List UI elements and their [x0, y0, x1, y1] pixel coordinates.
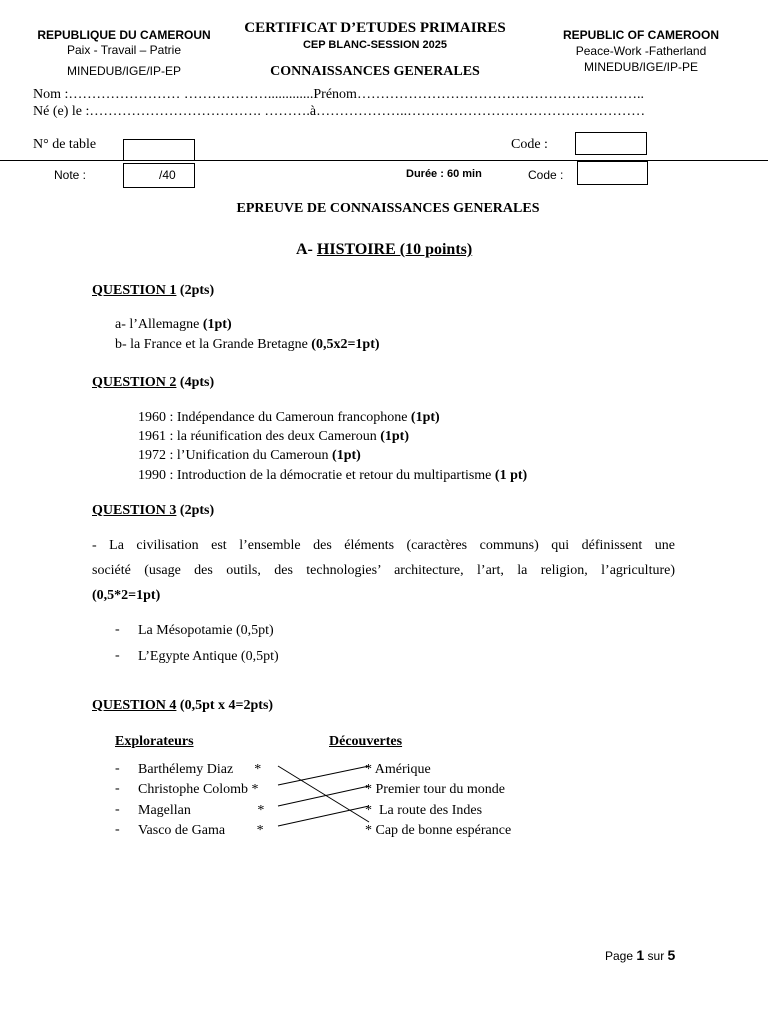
table-number-label: N° de table — [33, 137, 97, 152]
header-subject: CONNAISSANCES GENERALES — [270, 64, 480, 79]
question-3-points: (2pts) — [179, 503, 215, 518]
header-certificate-title: CERTIFICAT D’ETUDES PRIMAIRES — [244, 20, 506, 36]
question-3-answer-points: (0,5*2=1pt) — [92, 588, 161, 603]
header-right-country: REPUBLIC OF CAMEROON — [563, 28, 719, 42]
item-text: 1960 : Indépendance du Cameroun francophone — [138, 410, 408, 425]
item-points: (1pt) — [332, 448, 361, 463]
header-left-country: REPUBLIQUE DU CAMEROUN — [37, 28, 211, 42]
note-code-label: Code : — [528, 168, 564, 182]
header-session: CEP BLANC-SESSION 2025 — [302, 39, 448, 51]
table-code-label: Code : — [511, 137, 548, 152]
header-left-motto: Paix - Travail – Patrie — [66, 43, 182, 57]
match-line-diaz — [278, 766, 369, 822]
discovery-item: * La route des Indes — [365, 803, 483, 818]
question-4-label: QUESTION 4 — [92, 698, 177, 713]
item-points: (1pt) — [410, 410, 440, 425]
question-1-label: QUESTION 1 — [92, 283, 177, 298]
name-field-line: Nom :…………………… ……………….............Prénom…………………………………………………….. — [33, 87, 644, 102]
page-footer — [605, 947, 675, 963]
item-points: (1pt) — [380, 429, 409, 444]
item-text: 1961 : la réunification des deux Cameroun — [138, 429, 377, 444]
item-points: (0,5x2=1pt) — [311, 337, 380, 352]
question-3-answer-line-2: société (usage des outils, des technologies’ architecture, l’art, la religion, l’agriculture) — [92, 563, 675, 578]
discoveries-column-header: Découvertes — [329, 734, 403, 749]
discovery-item: * Amérique — [365, 762, 431, 777]
question-1-points: (2pts) — [179, 283, 215, 298]
explorer-bullet: - — [115, 781, 120, 796]
birth-field-line: Né (e) le :………………………………. ……….à………………..…………………………………………… — [33, 104, 646, 119]
match-line-colomb — [278, 766, 369, 785]
question-2-points: (4pts) — [179, 375, 215, 390]
explorer-bullet: - — [115, 822, 120, 837]
question-3-bullet: - — [115, 648, 120, 663]
page-word: Page — [605, 949, 634, 963]
page-of-word: sur — [647, 949, 665, 963]
explorer-bullet: - — [115, 802, 120, 817]
question-3-item: L’Egypte Antique (0,5pt) — [138, 649, 279, 664]
item-points: (1pt) — [202, 317, 232, 332]
explorer-bullet: - — [115, 761, 120, 776]
question-3-answer-line-1: - La civilisation est l’ensemble des éléments (caractères communs) qui définissent une — [92, 538, 675, 553]
item-text: a- l’Allemagne — [115, 317, 200, 332]
question-2-label: QUESTION 2 — [92, 375, 177, 390]
match-line-gama — [278, 806, 369, 826]
explorer-item: Barthélemy Diaz * — [138, 762, 262, 777]
section-title: HISTOIRE (10 points) — [316, 241, 473, 258]
explorer-item: Magellan * — [138, 803, 265, 818]
duration-label: Durée : 60 min — [406, 168, 482, 180]
item-text: 1972 : l’Unification du Cameroun — [138, 448, 329, 463]
match-line-magellan — [278, 786, 369, 806]
page-total: 5 — [667, 947, 676, 963]
question-3-item: La Mésopotamie (0,5pt) — [138, 623, 274, 638]
item-points: (1 pt) — [494, 468, 528, 483]
question-3-label: QUESTION 3 — [92, 503, 177, 518]
note-label: Note : — [54, 168, 87, 182]
section-prefix: A- — [296, 241, 313, 258]
header-left-ministry: MINEDUB/IGE/IP-EP — [66, 64, 182, 78]
explorer-item: Vasco de Gama * — [138, 823, 264, 838]
header-right-ministry: MINEDUB/IGE/IP-PE — [583, 60, 699, 74]
note-score-total: /40 — [159, 168, 176, 182]
header-right-motto: Peace-Work -Fatherland — [575, 44, 707, 58]
item-text: 1990 : Introduction de la démocratie et retour du multipartisme — [138, 468, 492, 483]
question-3-bullet: - — [115, 622, 120, 637]
question-4-points: (0,5pt x 4=2pts) — [179, 698, 274, 713]
page-number: 1 — [636, 947, 645, 963]
exam-title: EPREUVE DE CONNAISSANCES GENERALES — [236, 201, 540, 216]
discovery-item: * Cap de bonne espérance — [365, 823, 512, 838]
item-text: b- la France et la Grande Bretagne — [115, 337, 308, 352]
explorer-item: Christophe Colomb * — [138, 782, 259, 797]
discovery-item: * Premier tour du monde — [365, 782, 505, 797]
explorers-column-header: Explorateurs — [115, 734, 194, 749]
